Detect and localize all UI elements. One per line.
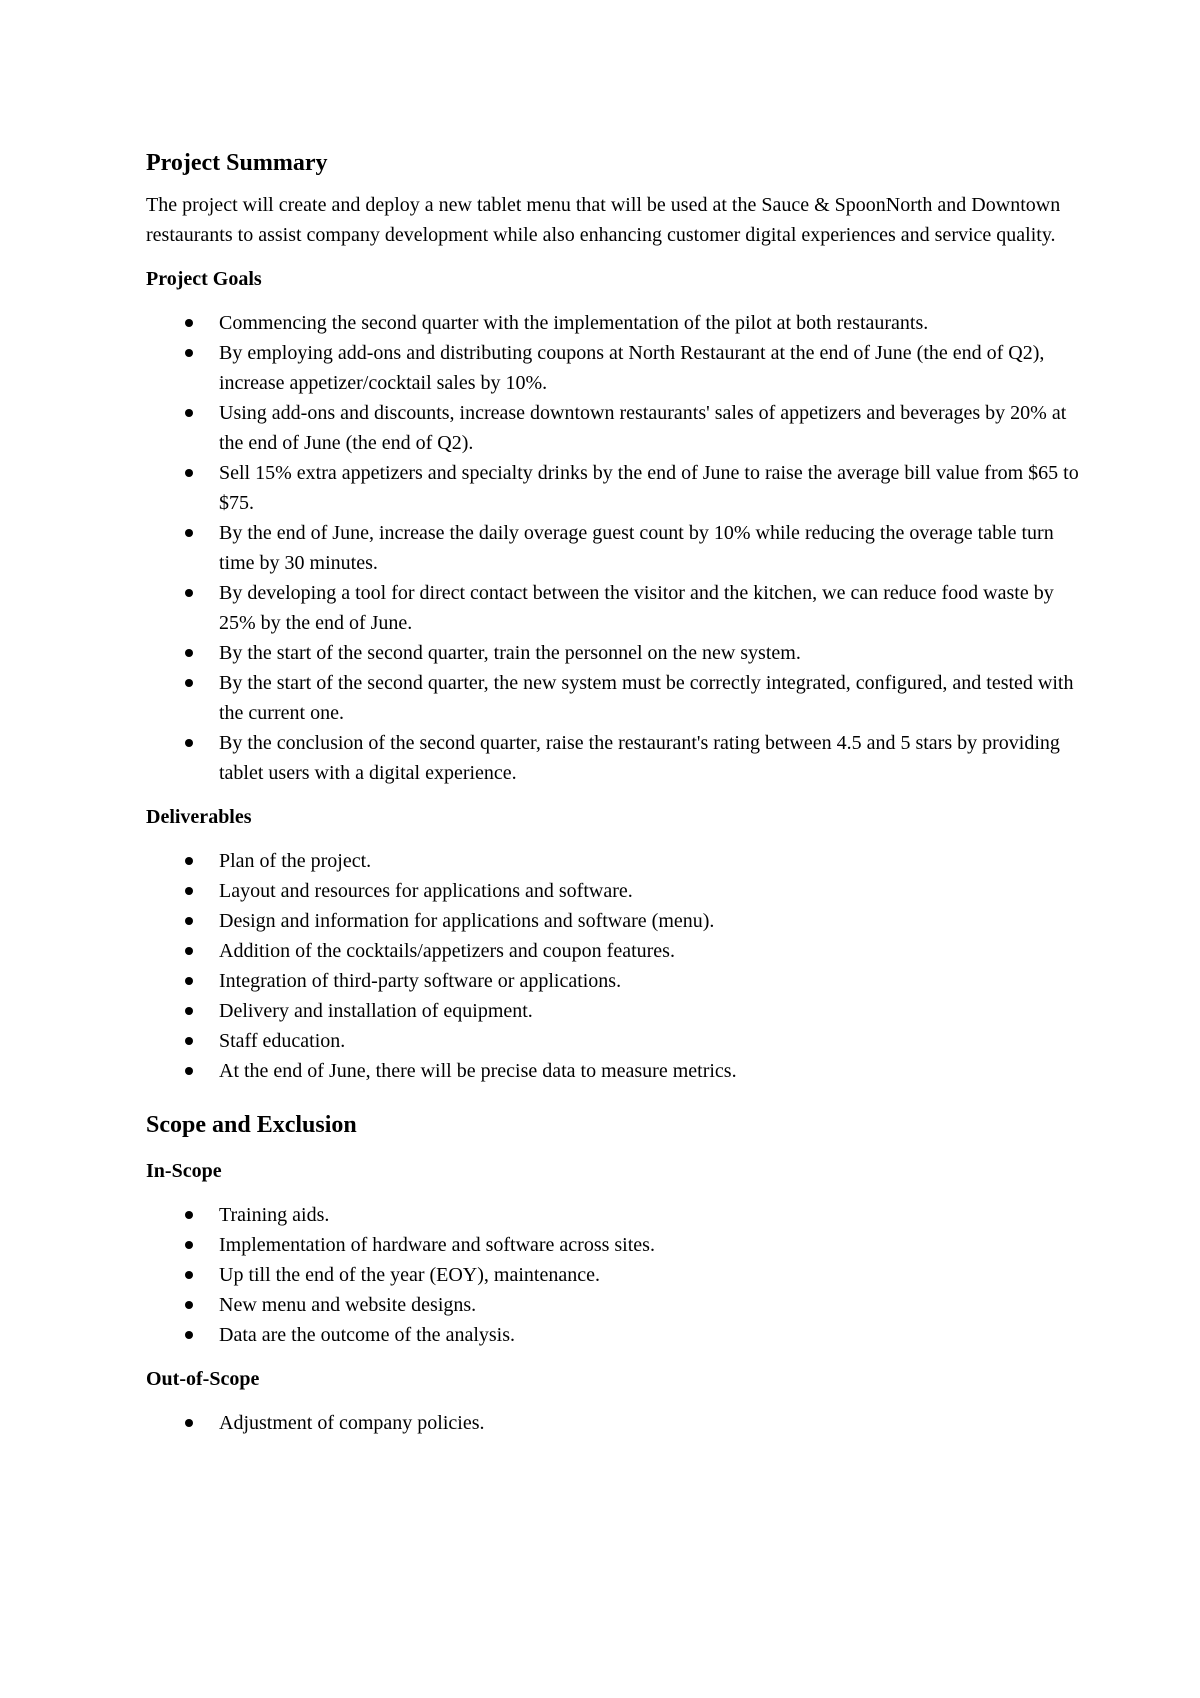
list-item: Implementation of hardware and software across sites.	[146, 1230, 1080, 1260]
in-scope-heading: In-Scope	[146, 1160, 222, 1182]
list-item: At the end of June, there will be precise data to measure metrics.	[146, 1056, 1080, 1086]
bullet-icon	[185, 1211, 193, 1219]
bullet-icon	[185, 977, 193, 985]
scope-exclusion-heading: Scope and Exclusion	[146, 1112, 357, 1138]
bullet-icon	[185, 319, 193, 327]
project-goals-list	[146, 308, 1080, 788]
bullet-icon	[185, 1007, 193, 1015]
bullet-icon	[185, 887, 193, 895]
list-item: By the conclusion of the second quarter, raise the restaurant's rating between 4.5 and 5 stars by providing tablet users with a digital experience.	[146, 728, 1080, 788]
list-item: Delivery and installation of equipment.	[146, 996, 1080, 1026]
list-item: Up till the end of the year (EOY), maintenance.	[146, 1260, 1080, 1290]
bullet-icon	[185, 649, 193, 657]
bullet-icon	[185, 529, 193, 537]
list-item: Sell 15% extra appetizers and specialty drinks by the end of June to raise the average bill value from $65 to $75.	[146, 458, 1080, 518]
list-item: Training aids.	[146, 1200, 1080, 1230]
list-item: Addition of the cocktails/appetizers and coupon features.	[146, 936, 1080, 966]
list-item: Plan of the project.	[146, 846, 1080, 876]
bullet-icon	[185, 469, 193, 477]
list-item: New menu and website designs.	[146, 1290, 1080, 1320]
bullet-icon	[185, 1241, 193, 1249]
list-item: Integration of third-party software or applications.	[146, 966, 1080, 996]
bullet-icon	[185, 1331, 193, 1339]
list-item: By employing add-ons and distributing coupons at North Restaurant at the end of June (the end of Q2), increase appetizer/cocktail sales by 10%.	[146, 338, 1080, 398]
list-item: Design and information for applications and software (menu).	[146, 906, 1080, 936]
bullet-icon	[185, 1037, 193, 1045]
bullet-icon	[185, 1271, 193, 1279]
bullet-icon	[185, 1301, 193, 1309]
project-goals-heading: Project Goals	[146, 268, 262, 290]
list-item: By the start of the second quarter, the new system must be correctly integrated, configured, and tested with the current one.	[146, 668, 1080, 728]
list-item: Layout and resources for applications and software.	[146, 876, 1080, 906]
list-item: Staff education.	[146, 1026, 1080, 1056]
out-of-scope-list	[146, 1408, 1080, 1438]
deliverables-list	[146, 846, 1080, 1086]
list-item: Using add-ons and discounts, increase downtown restaurants' sales of appetizers and beverages by 20% at the end of June (the end of Q2).	[146, 398, 1080, 458]
bullet-icon	[185, 409, 193, 417]
bullet-icon	[185, 1419, 193, 1427]
bullet-icon	[185, 917, 193, 925]
project-summary-paragraph: The project will create and deploy a new tablet menu that will be used at the Sauce & SpoonNorth and Downtown restaurants to assist company development while also enhancing customer digital experiences and service quality.	[146, 194, 1061, 246]
out-of-scope-heading: Out-of-Scope	[146, 1368, 260, 1390]
bullet-icon	[185, 589, 193, 597]
list-item: Data are the outcome of the analysis.	[146, 1320, 1080, 1350]
bullet-icon	[185, 739, 193, 747]
list-item: By the end of June, increase the daily overage guest count by 10% while reducing the overage table turn time by 30 minutes.	[146, 518, 1080, 578]
list-item: By the start of the second quarter, train the personnel on the new system.	[146, 638, 1080, 668]
bullet-icon	[185, 947, 193, 955]
deliverables-heading: Deliverables	[146, 806, 252, 828]
bullet-icon	[185, 857, 193, 865]
bullet-icon	[185, 679, 193, 687]
in-scope-list	[146, 1200, 1080, 1350]
list-item: Commencing the second quarter with the implementation of the pilot at both restaurants.	[146, 308, 1080, 338]
list-item: Adjustment of company policies.	[146, 1408, 1080, 1438]
bullet-icon	[185, 349, 193, 357]
bullet-icon	[185, 1067, 193, 1075]
project-summary-heading: Project Summary	[146, 150, 328, 176]
list-item: By developing a tool for direct contact between the visitor and the kitchen, we can reduce food waste by 25% by the end of June.	[146, 578, 1080, 638]
